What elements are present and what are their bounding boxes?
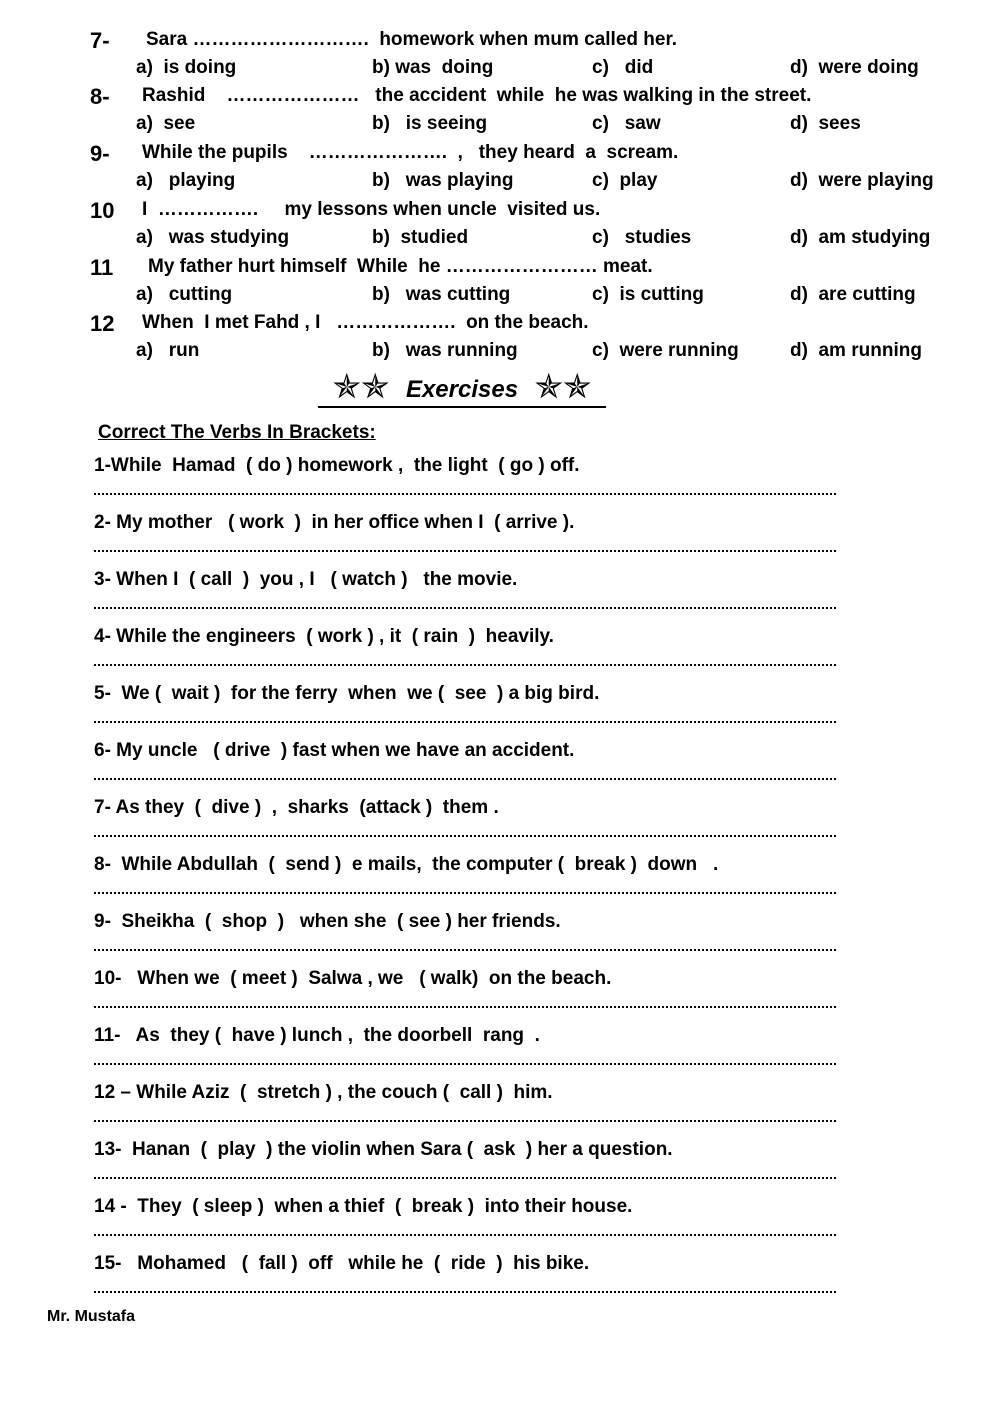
answer-line[interactable]	[94, 1106, 836, 1122]
answer-line[interactable]	[94, 878, 836, 894]
exercise-sentence: 1-While Hamad ( do ) homework , the light ( go ) off.	[94, 455, 580, 476]
exercise-sentence: 8- While Abdullah ( send ) e mails, the computer ( break ) down .	[94, 854, 719, 875]
question-text: While the pupils …………………. , they heard a scream.	[142, 142, 679, 163]
exercise-7	[94, 795, 854, 852]
exercises-title	[318, 368, 606, 408]
option-c: c) studies	[592, 227, 692, 248]
option-a: a) was studying	[136, 227, 290, 248]
exercise-4	[94, 624, 854, 681]
answer-line[interactable]	[94, 1220, 836, 1236]
option-b: b) was cutting	[372, 284, 511, 305]
question-8	[0, 83, 992, 140]
exercise-3	[94, 567, 854, 624]
exercise-sentence: 13- Hanan ( play ) the violin when Sara ( ask ) her a question.	[94, 1139, 673, 1160]
question-text: When I met Fahd , I ………………. on the beach.	[142, 312, 589, 333]
option-a: a) see	[136, 113, 196, 134]
exercise-sentence: 15- Mohamed ( fall ) off while he ( ride ) his bike.	[94, 1253, 590, 1274]
exercise-8	[94, 852, 854, 909]
option-b: b) is seeing	[372, 113, 488, 134]
option-b: b) was doing	[372, 57, 494, 78]
option-d: d) were playing	[790, 170, 934, 191]
question-number: 11	[90, 255, 114, 280]
question-10	[0, 197, 992, 254]
exercise-sentence: 5- We ( wait ) for the ferry when we ( see ) a big bird.	[94, 683, 600, 704]
option-b: b) was running	[372, 340, 518, 361]
exercise-10	[94, 966, 854, 1023]
option-c: c) did	[592, 57, 654, 78]
option-d: d) sees	[790, 113, 861, 134]
option-c: c) play	[592, 170, 658, 191]
exercise-sentence: 14 - They ( sleep ) when a thief ( break ) into their house.	[94, 1196, 633, 1217]
question-number: 12	[90, 311, 115, 336]
answer-line[interactable]	[94, 1163, 836, 1179]
answer-line[interactable]	[94, 650, 836, 666]
section-heading: Correct The Verbs In Brackets:	[98, 422, 376, 443]
option-a: a) is doing	[136, 57, 237, 78]
answer-line[interactable]	[94, 593, 836, 609]
star-icon: ✯✯	[534, 368, 592, 406]
question-text: My father hurt himself While he …………………… meat.	[148, 256, 653, 277]
question-number: 9-	[90, 141, 110, 166]
question-number: 8-	[90, 84, 110, 109]
option-c: c) were running	[592, 340, 739, 361]
option-d: d) am studying	[790, 227, 931, 248]
exercise-sentence: 10- When we ( meet ) Salwa , we ( walk) on the beach.	[94, 968, 612, 989]
question-text: Rashid ………………… the accident while he was walking in the street.	[142, 85, 812, 106]
question-text: I ……………. my lessons when uncle visited us.	[142, 199, 601, 220]
exercise-sentence: 2- My mother ( work ) in her office when I ( arrive ).	[94, 512, 575, 533]
option-b: b) was playing	[372, 170, 514, 191]
question-11	[0, 254, 992, 311]
question-text: Sara ………………………. homework when mum called her.	[146, 29, 678, 50]
answer-line[interactable]	[94, 707, 836, 723]
exercise-11	[94, 1023, 854, 1080]
question-7	[0, 27, 992, 84]
exercise-sentence: 9- Sheikha ( shop ) when she ( see ) her friends.	[94, 911, 561, 932]
exercise-sentence: 4- While the engineers ( work ) , it ( rain ) heavily.	[94, 626, 554, 647]
option-d: d) were doing	[790, 57, 919, 78]
option-d: d) am running	[790, 340, 922, 361]
exercise-sentence: 3- When I ( call ) you , I ( watch ) the movie.	[94, 569, 518, 590]
exercise-sentence: 11- As they ( have ) lunch , the doorbell rang .	[94, 1025, 540, 1046]
option-a: a) run	[136, 340, 200, 361]
exercise-sentence: 7- As they ( dive ) , sharks (attack ) them .	[94, 797, 499, 818]
answer-line[interactable]	[94, 935, 836, 951]
exercise-9	[94, 909, 854, 966]
option-a: a) playing	[136, 170, 236, 191]
exercise-2	[94, 510, 854, 567]
answer-line[interactable]	[94, 536, 836, 552]
exercise-1	[94, 453, 854, 510]
option-c: c) is cutting	[592, 284, 704, 305]
option-b: b) studied	[372, 227, 469, 248]
exercise-13	[94, 1137, 854, 1194]
exercise-sentence: 12 – While Aziz ( stretch ) , the couch ( call ) him.	[94, 1082, 553, 1103]
exercise-15	[94, 1251, 854, 1308]
star-icon: ✯✯	[332, 368, 390, 406]
option-c: c) saw	[592, 113, 661, 134]
answer-line[interactable]	[94, 479, 836, 495]
option-d: d) are cutting	[790, 284, 916, 305]
exercise-14	[94, 1194, 854, 1251]
author-footer: Mr. Mustafa	[47, 1308, 136, 1325]
question-12	[0, 310, 992, 367]
exercise-12	[94, 1080, 854, 1137]
question-9	[0, 140, 992, 197]
answer-line[interactable]	[94, 1049, 836, 1065]
question-number: 7-	[90, 28, 110, 53]
answer-line[interactable]	[94, 821, 836, 837]
answer-line[interactable]	[94, 764, 836, 780]
answer-line[interactable]	[94, 1277, 836, 1293]
exercises-title-text: Exercises	[405, 376, 519, 403]
question-number: 10	[90, 198, 115, 223]
option-a: a) cutting	[136, 284, 233, 305]
exercise-6	[94, 738, 854, 795]
exercise-sentence: 6- My uncle ( drive ) fast when we have an accident.	[94, 740, 575, 761]
exercise-5	[94, 681, 854, 738]
answer-line[interactable]	[94, 992, 836, 1008]
